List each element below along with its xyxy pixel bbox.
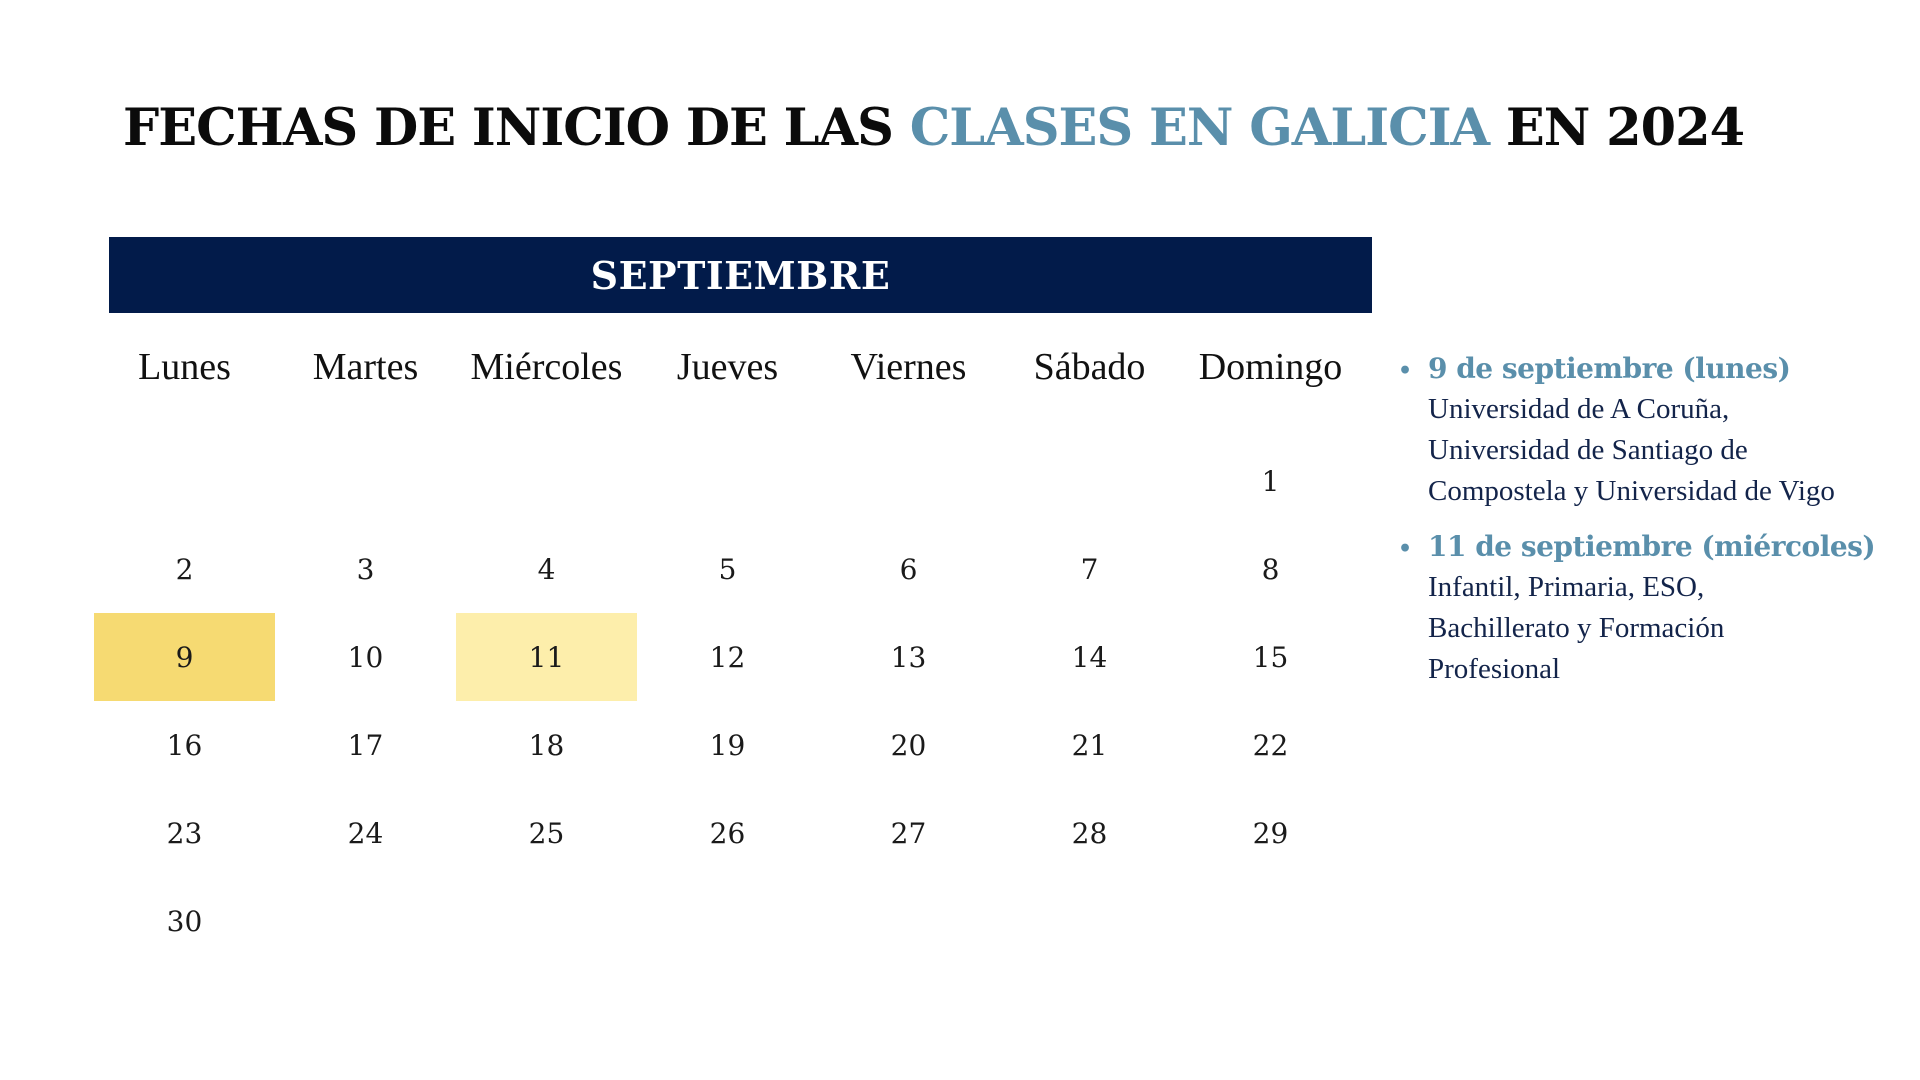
- weekday-label: Sábado: [1033, 346, 1146, 388]
- day-cell: 22: [1252, 728, 1289, 762]
- weekday-label: Jueves: [676, 346, 779, 388]
- highlighted-day-cell: 11: [456, 613, 637, 701]
- day-cell: 6: [899, 552, 918, 586]
- title-part-2: EN 2024: [1489, 98, 1745, 158]
- day-cell: 20: [890, 728, 927, 762]
- month-header: SEPTIEMBRE: [109, 237, 1372, 313]
- day-cell: 8: [1261, 552, 1280, 586]
- day-cell: 26: [709, 816, 746, 850]
- day-cell: 7: [1080, 552, 1099, 586]
- page-title: [123, 98, 1744, 159]
- day-cell: 2: [175, 552, 194, 586]
- weekday-label: Domingo: [1198, 346, 1343, 388]
- bullet-icon: •: [1398, 536, 1412, 562]
- day-cell: 10: [347, 640, 384, 674]
- weekday-label: Martes: [312, 346, 419, 388]
- note-line: Bachillerato y Formación: [1428, 612, 1725, 644]
- day-cell: 17: [347, 728, 384, 762]
- note-body: [1428, 389, 1898, 512]
- day-cell: 15: [1252, 640, 1289, 674]
- day-cell: 28: [1071, 816, 1108, 850]
- notes-list: [1398, 352, 1898, 708]
- day-cell: 19: [709, 728, 746, 762]
- calendar-grid: [94, 437, 1364, 965]
- note-heading: [1398, 352, 1898, 385]
- day-cell: 3: [356, 552, 375, 586]
- note-heading-text: 9 de septiembre (lunes): [1428, 352, 1791, 385]
- note-line: Universidad de A Coruña,: [1428, 393, 1730, 425]
- day-cell: 21: [1071, 728, 1108, 762]
- day-cell: 29: [1252, 816, 1289, 850]
- day-cell: 27: [890, 816, 927, 850]
- note-line: Infantil, Primaria, ESO,: [1428, 571, 1705, 603]
- weekday-label: Lunes: [138, 346, 231, 388]
- note-line: Profesional: [1428, 653, 1561, 685]
- note-item: [1398, 530, 1898, 690]
- day-cell: 30: [166, 904, 203, 938]
- day-cell: 12: [709, 640, 746, 674]
- note-body: [1428, 567, 1898, 690]
- day-cell: 1: [1261, 464, 1280, 498]
- title-part-1: FECHAS DE INICIO DE LAS: [123, 98, 910, 158]
- note-line: Compostela y Universidad de Vigo: [1428, 475, 1835, 507]
- title-accent: CLASES EN GALICIA: [909, 98, 1490, 158]
- note-line: Universidad de Santiago de: [1428, 434, 1748, 466]
- weekday-label: Miércoles: [470, 346, 623, 388]
- note-heading: [1398, 530, 1898, 563]
- note-heading-text: 11 de septiembre (miércoles): [1428, 530, 1876, 563]
- day-cell: 4: [537, 552, 556, 586]
- day-cell: 24: [347, 816, 384, 850]
- day-cell: 16: [166, 728, 203, 762]
- weekday-header-row: [94, 345, 1364, 400]
- day-cell: 5: [718, 552, 737, 586]
- day-cell: 23: [166, 816, 203, 850]
- day-cell: 18: [528, 728, 565, 762]
- highlighted-day-cell: 9: [94, 613, 275, 701]
- weekday-label: Viernes: [850, 346, 967, 388]
- bullet-icon: •: [1398, 358, 1412, 384]
- day-cell: 25: [528, 816, 565, 850]
- day-cell: 13: [890, 640, 927, 674]
- day-cell: 14: [1071, 640, 1108, 674]
- note-item: [1398, 352, 1898, 512]
